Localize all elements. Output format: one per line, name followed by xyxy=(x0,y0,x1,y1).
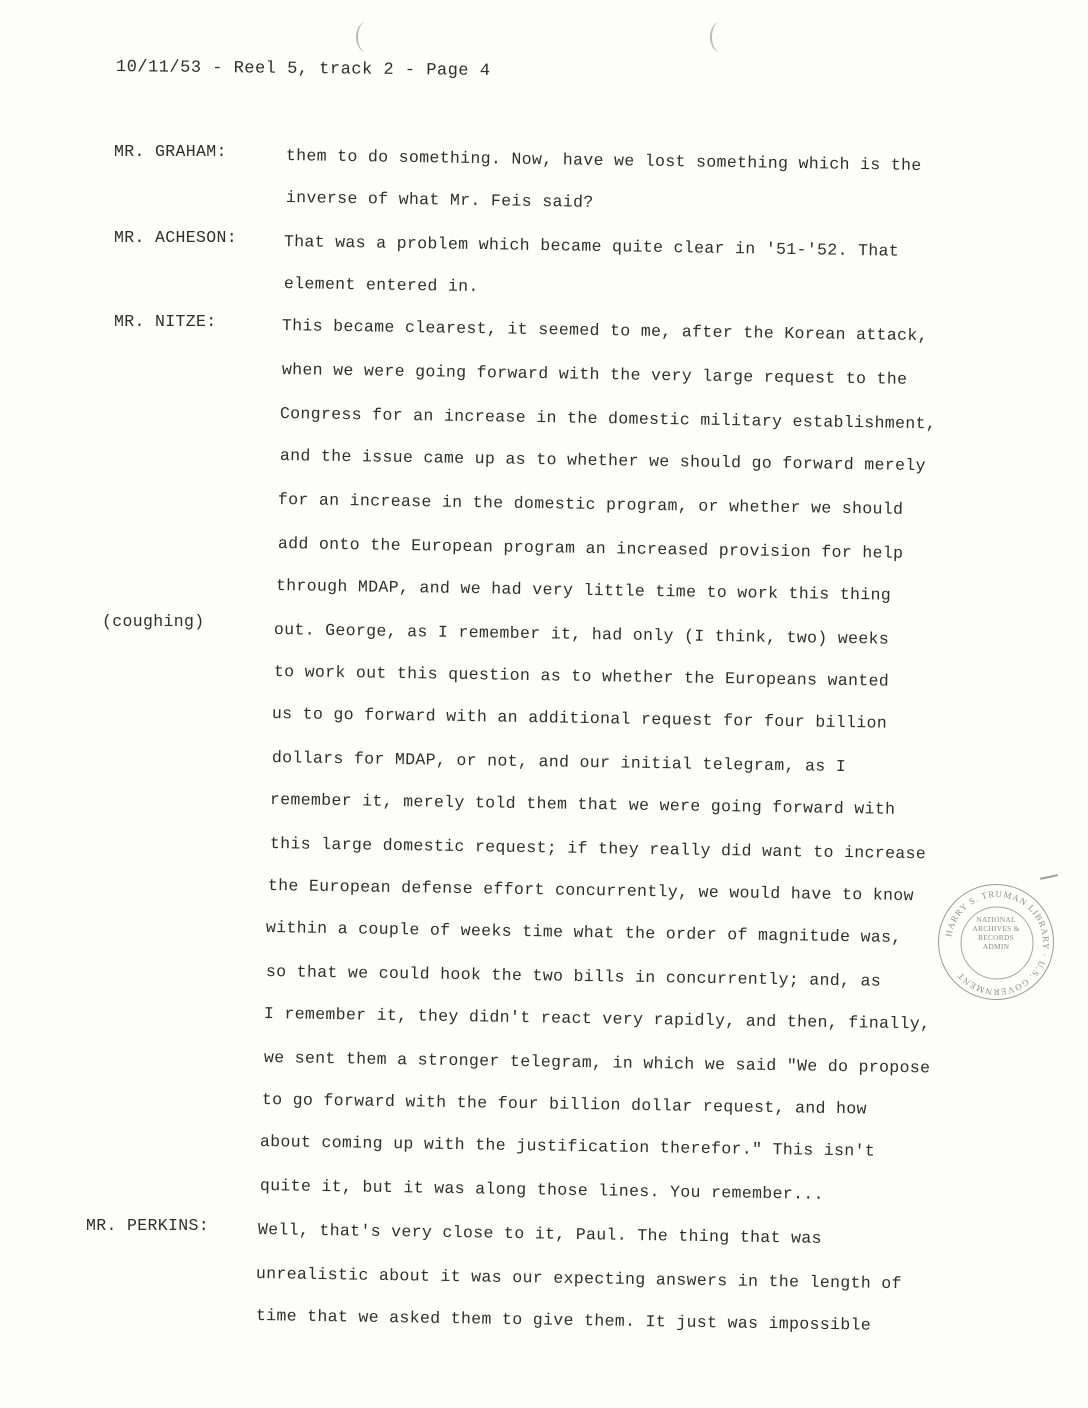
transcript-line: them to do something. Now, have we lost something which is the xyxy=(285,146,922,175)
transcript-line: add onto the European program an increased provision for help xyxy=(277,534,904,563)
transcript-line: about coming up with the justification therefor." This isn't xyxy=(259,1132,876,1161)
stamp-inner-line: ADMIN xyxy=(982,942,1010,951)
transcript-line: this large domestic request; if they really did want to increase xyxy=(269,834,927,864)
punch-hole-mark-right xyxy=(710,22,730,52)
punch-hole-mark-left xyxy=(356,22,376,52)
page-header: 10/11/53 - Reel 5, track 2 - Page 4 xyxy=(115,58,491,81)
transcript-line: remember it, merely told them that we were going forward with xyxy=(269,790,896,819)
transcript-line: to go forward with the four billion dollar request, and how xyxy=(261,1090,867,1119)
transcript-line: the European defense effort concurrently, we would have to know xyxy=(267,876,914,906)
transcript-line: inverse of what Mr. Feis said? xyxy=(285,188,594,212)
stamp-inner-line: NATIONAL xyxy=(976,915,1016,924)
transcript-line: unrealistic about it was our expecting answers in the length of xyxy=(255,1264,902,1294)
transcript-line: This became clearest, it seemed to me, after the Korean attack, xyxy=(281,316,928,346)
annotation-coughing: (coughing) xyxy=(102,612,205,631)
transcript-line: quite it, but it was along those lines. You remember... xyxy=(259,1176,824,1204)
transcript-line: when we were going forward with the very large request to the xyxy=(281,360,908,389)
transcript-line: for an increase in the domestic program, or whether we should xyxy=(277,490,904,519)
transcript-line: out. George, as I remember it, had only (I think, two) weeks xyxy=(273,620,890,649)
speaker-label-perkins: MR. PERKINS: xyxy=(86,1216,210,1235)
transcript-line: That was a problem which became quite clear in '51-'52. That xyxy=(283,232,900,261)
transcript-line: I remember it, they didn't react very rapidly, and then, finally, xyxy=(263,1004,931,1034)
transcript-line: element entered in. xyxy=(283,274,479,297)
stray-pen-mark xyxy=(1040,874,1058,880)
transcript-line: and the issue came up as to whether we should go forward merely xyxy=(279,446,926,476)
stamp-inner-line: RECORDS xyxy=(978,933,1014,942)
stamp-inner-text xyxy=(961,915,1031,951)
speaker-label-nitze: MR. NITZE: xyxy=(114,312,217,331)
stamp-ring-text: HARRY S. TRUMAN LIBRARY · U.S. GOVERNMENT xyxy=(943,888,1052,998)
transcript-line: time that we asked them to give them. It just was impossible xyxy=(255,1306,872,1335)
transcript-line: through MDAP, and we had very little time to work this thing xyxy=(275,576,892,605)
transcript-line: within a couple of weeks time what the order of magnitude was, xyxy=(265,918,902,947)
transcript-line: dollars for MDAP, or not, and our initial telegram, as I xyxy=(271,748,847,777)
transcript-line: we sent them a stronger telegram, in which we said "We do propose xyxy=(263,1048,931,1078)
speaker-label-graham: MR. GRAHAM: xyxy=(114,142,227,161)
archive-stamp-seal xyxy=(938,884,1054,1000)
transcript-line: Congress for an increase in the domestic military establishment, xyxy=(279,404,937,434)
stamp-inner-line: ARCHIVES & xyxy=(972,924,1020,933)
speaker-label-acheson: MR. ACHESON: xyxy=(114,228,238,247)
transcript-line: us to go forward with an additional request for four billion xyxy=(271,704,888,733)
transcript-line: so that we could hook the two bills in concurrently; and, as xyxy=(265,962,882,991)
transcript-line: Well, that's very close to it, Paul. The thing that was xyxy=(257,1220,822,1248)
transcript-line: to work out this question as to whether the Europeans wanted xyxy=(273,662,890,691)
